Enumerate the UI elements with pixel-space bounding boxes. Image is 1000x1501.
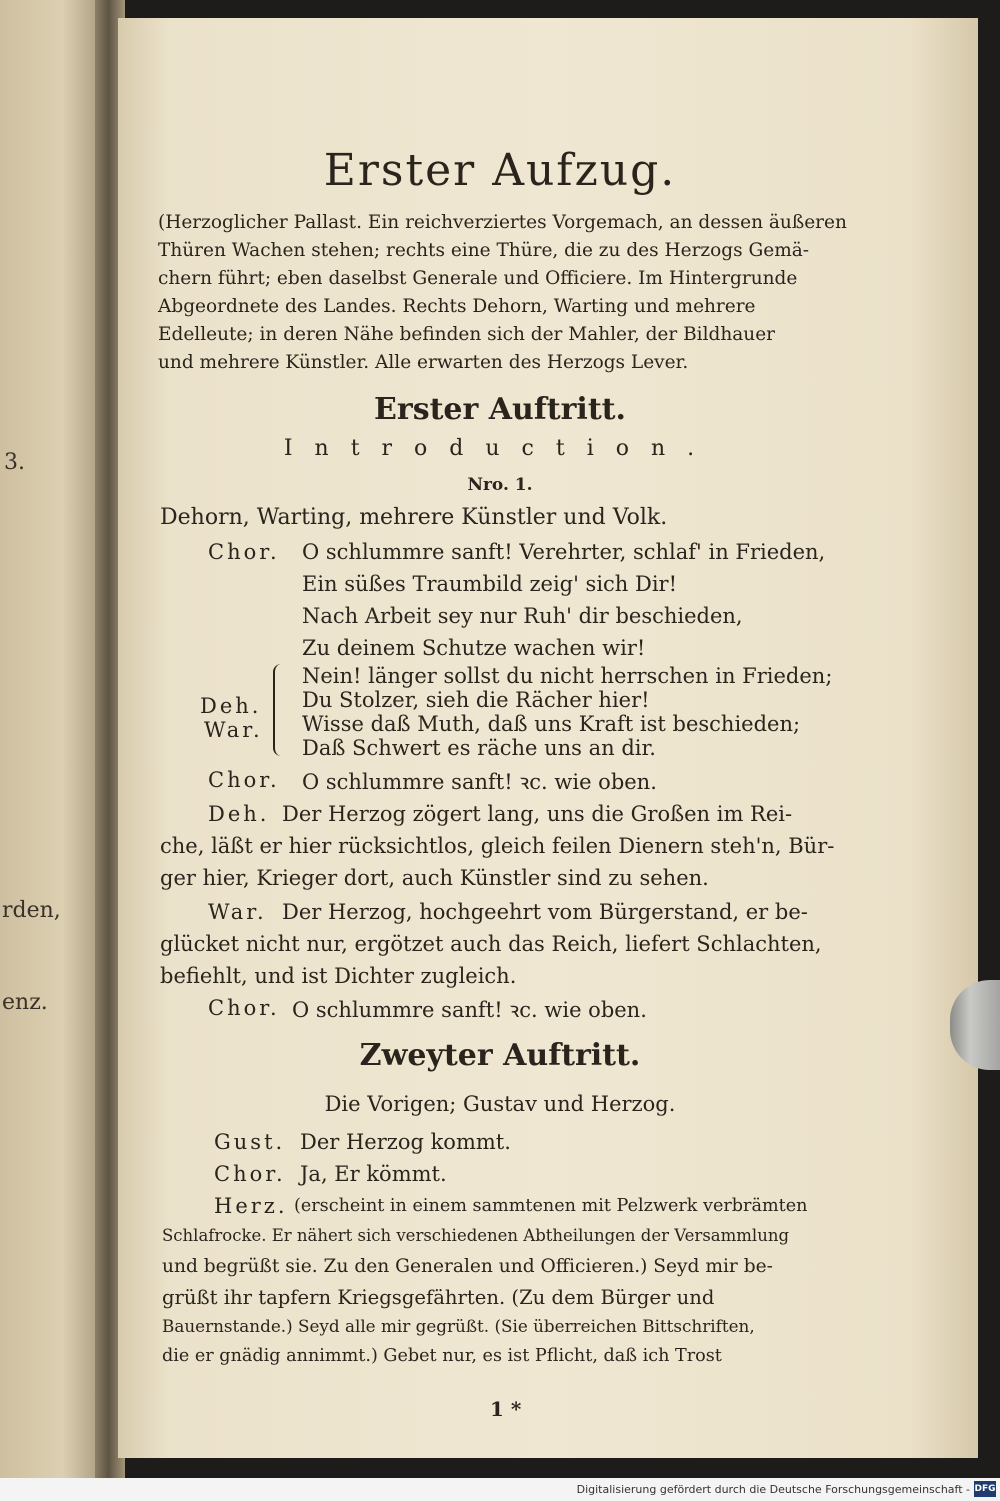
prose-line: glücket nicht nur, ergötzet auch das Reich, liefert Schlachten, xyxy=(160,932,822,956)
footer-bar xyxy=(0,1478,1000,1501)
prose-line: che, läßt er hier rücksichtlos, gleich feilen Dienern steh'n, Bür- xyxy=(160,834,835,858)
prose-line: grüßt ihr tapfern Kriegsgefährten. (Zu dem Bürger und xyxy=(162,1286,715,1309)
verse-line: O schlummre sanft! ꝛc. wie oben. xyxy=(292,998,647,1022)
prose-line: Der Herzog, hochgeehrt vom Bürgerstand, er be- xyxy=(282,900,808,924)
stage-direction-line: Thüren Wachen stehen; rechts eine Thüre, die zu des Herzogs Gemä- xyxy=(158,240,810,261)
speaker-label: Chor. xyxy=(208,996,280,1020)
prose-line: Der Herzog kommt. xyxy=(300,1130,511,1154)
verse-line: Daß Schwert es räche uns an dir. xyxy=(302,736,656,760)
speaker-label: War. xyxy=(208,900,267,924)
verse-line: Ein süßes Traumbild zeig' sich Dir! xyxy=(302,572,678,596)
prose-line: und begrüßt sie. Zu den Generalen und Officieren.) Seyd mir be- xyxy=(162,1256,773,1277)
prose-line: die er gnädig annimmt.) Gebet nur, es ist Pflicht, daß ich Trost xyxy=(162,1346,722,1366)
verse-line: Nach Arbeit sey nur Ruh' dir beschieden, xyxy=(302,604,743,628)
verse-line: Wisse daß Muth, daß uns Kraft ist beschieden; xyxy=(302,712,801,736)
cast-line: Die Vorigen; Gustav und Herzog. xyxy=(324,1092,676,1116)
speaker-label: Deh. xyxy=(208,802,270,826)
left-page-fragment: 3. xyxy=(4,450,25,475)
speaker-label: Gust. xyxy=(214,1130,286,1154)
verse-line: Du Stolzer, sieh die Rächer hier! xyxy=(302,688,650,712)
speaker-label: War. xyxy=(204,718,263,742)
cast-line: Dehorn, Warting, mehrere Künstler und Volk. xyxy=(160,505,668,530)
speaker-label: Herz. xyxy=(214,1194,288,1218)
left-page-fragment: enz. xyxy=(2,990,48,1015)
verse-line: O schlummre sanft! Verehrter, schlaf' in Frieden, xyxy=(302,540,826,564)
scene-heading: Erster Auftritt. xyxy=(374,392,626,427)
prose-line: Bauernstande.) Seyd alle mir gegrüßt. (Sie überreichen Bittschriften, xyxy=(162,1316,755,1336)
prose-line: ger hier, Krieger dort, auch Künstler sind zu sehen. xyxy=(160,866,709,890)
prose-line: (erscheint in einem sammtenen mit Pelzwerk verbrämten xyxy=(294,1196,808,1216)
dfg-logo: DFG xyxy=(974,1481,996,1497)
verse-line: O schlummre sanft! ꝛc. wie oben. xyxy=(302,770,657,794)
stage-direction-line: Edelleute; in deren Nähe befinden sich der Mahler, der Bildhauer xyxy=(158,324,776,345)
stage-direction-line: chern führt; eben daselbst Generale und Officiere. Im Hintergrunde xyxy=(158,268,798,289)
prose-line: befiehlt, und ist Dichter zugleich. xyxy=(160,964,517,988)
speaker-label: Chor. xyxy=(208,768,280,792)
page-number: 1 * xyxy=(490,1397,522,1421)
verse-line: Zu deinem Schutze wachen wir! xyxy=(302,636,646,660)
act-title: Erster Aufzug. xyxy=(323,145,677,196)
prose-line: Schlafrocke. Er nähert sich verschiedenen Abtheilungen der Versammlung xyxy=(162,1226,790,1245)
left-page-fragment: rden, xyxy=(2,898,61,923)
footer-credit: Digitalisierung gefördert durch die Deutsche Forschungsgemeinschaft - xyxy=(576,1483,970,1496)
stage-direction-line: Abgeordnete des Landes. Rechts Dehorn, Warting und mehrere xyxy=(158,296,756,317)
brace-bracket xyxy=(273,664,287,756)
left-page xyxy=(0,0,104,1478)
speaker-label: Chor. xyxy=(208,540,280,564)
speaker-label: Deh. xyxy=(200,694,262,718)
scene-subheading: Introduction. xyxy=(283,436,717,461)
stage-direction-line: und mehrere Künstler. Alle erwarten des Herzogs Lever. xyxy=(158,352,689,373)
speaker-label: Chor. xyxy=(214,1162,286,1186)
prose-line: Ja, Er kömmt. xyxy=(300,1162,447,1186)
prose-line: Der Herzog zögert lang, uns die Großen im Rei- xyxy=(282,802,793,826)
scene-heading: Zweyter Auftritt. xyxy=(359,1038,641,1073)
verse-line: Nein! länger sollst du nicht herrschen in Frieden; xyxy=(302,664,833,688)
number-label: Nro. 1. xyxy=(467,475,533,495)
stage-direction-line: (Herzoglicher Pallast. Ein reichverziertes Vorgemach, an dessen äußeren xyxy=(158,212,847,233)
